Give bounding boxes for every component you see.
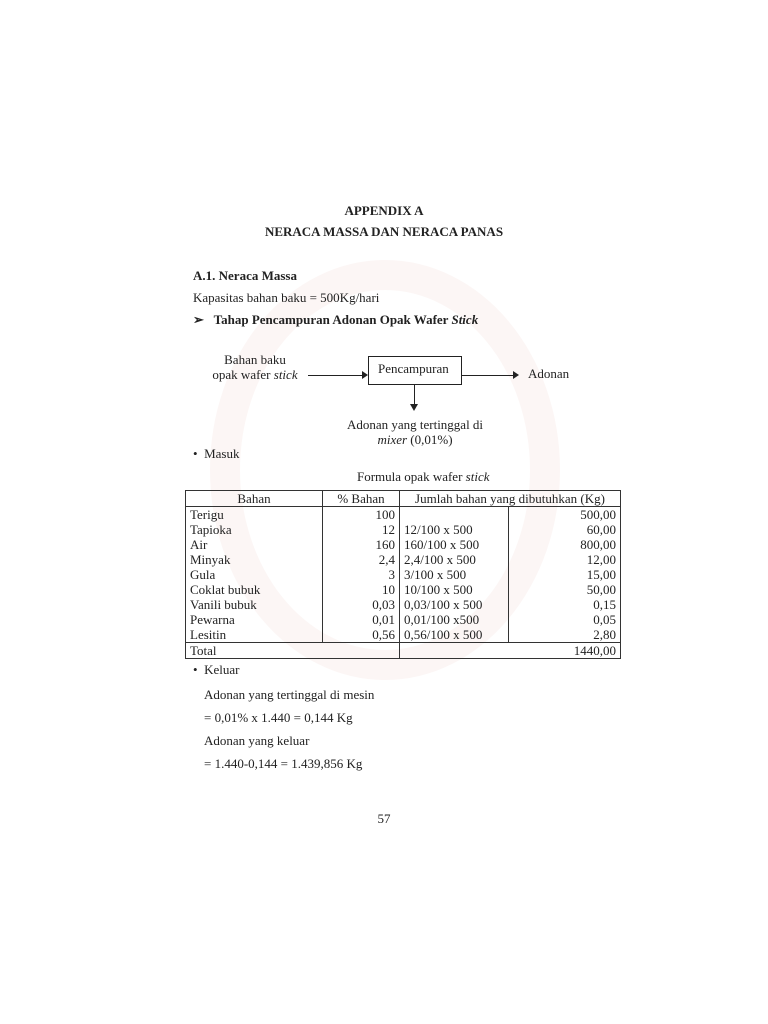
table-header-row: Bahan % Bahan Jumlah bahan yang dibutuhkan (Kg) (186, 491, 621, 507)
formula-table (185, 490, 621, 659)
amount-cell: 2,80 (509, 627, 621, 643)
table-row (186, 552, 621, 567)
diagram-input: Bahan baku opak wafer stick (212, 352, 298, 382)
formula-cell: 0,03/100 x 500 (400, 597, 509, 612)
material-cell: Minyak (186, 552, 323, 567)
masuk-item: • Masuk (193, 446, 240, 461)
amount-cell: 15,00 (509, 567, 621, 582)
material-cell: Vanili bubuk (186, 597, 323, 612)
material-cell: Terigu (186, 507, 323, 523)
amount-cell: 800,00 (509, 537, 621, 552)
table-row (186, 507, 621, 523)
amount-cell: 50,00 (509, 582, 621, 597)
percent-cell: 3 (323, 567, 400, 582)
table-row (186, 597, 621, 612)
table-row (186, 612, 621, 627)
formula-cell: 160/100 x 500 (400, 537, 509, 552)
calc-line: Adonan yang tertinggal di mesin (204, 687, 375, 702)
formula-cell (400, 507, 509, 523)
amount-cell: 60,00 (509, 522, 621, 537)
percent-cell: 0,56 (323, 627, 400, 643)
table-row (186, 582, 621, 597)
percent-cell: 0,01 (323, 612, 400, 627)
material-cell: Coklat bubuk (186, 582, 323, 597)
calc-line: = 0,01% x 1.440 = 0,144 Kg (204, 710, 353, 725)
arrow-head-icon (513, 371, 519, 379)
formula-cell: 0,56/100 x 500 (400, 627, 509, 643)
formula-cell: 2,4/100 x 500 (400, 552, 509, 567)
table-row (186, 522, 621, 537)
calc-line: Adonan yang keluar (204, 733, 310, 748)
amount-cell: 500,00 (509, 507, 621, 523)
arrow-line (308, 375, 366, 376)
page-title: NERACA MASSA DAN NERACA PANAS (264, 224, 504, 239)
percent-cell: 100 (323, 507, 400, 523)
amount-cell: 0,05 (509, 612, 621, 627)
material-cell: Tapioka (186, 522, 323, 537)
formula-cell: 10/100 x 500 (400, 582, 509, 597)
material-cell: Pewarna (186, 612, 323, 627)
calc-line: = 1.440-0,144 = 1.439,856 Kg (204, 756, 363, 771)
percent-cell: 12 (323, 522, 400, 537)
material-cell: Lesitin (186, 627, 323, 643)
percent-cell: 0,03 (323, 597, 400, 612)
formula-cell: 3/100 x 500 (400, 567, 509, 582)
table-row (186, 537, 621, 552)
arrow-line (462, 375, 516, 376)
table-total-row: Total 1440,00 (186, 643, 621, 659)
keluar-item: • Keluar (193, 662, 240, 677)
diagram-output: Adonan (528, 366, 570, 381)
section-heading: A.1. Neraca Massa (193, 268, 297, 283)
diagram-loss: Adonan yang tertinggal di mixer (0,01%) (346, 417, 484, 447)
table-caption: Formula opak wafer stick (357, 469, 490, 484)
table-row (186, 567, 621, 582)
arrow-bullet-icon: ➢ (193, 312, 204, 327)
amount-cell: 12,00 (509, 552, 621, 567)
process-box: Pencampuran (368, 356, 462, 385)
percent-cell: 160 (323, 537, 400, 552)
arrow-head-icon (410, 404, 418, 411)
formula-cell: 0,01/100 x500 (400, 612, 509, 627)
formula-cell: 12/100 x 500 (400, 522, 509, 537)
page-number: 57 (377, 811, 391, 826)
capacity-text: Kapasitas bahan baku = 500Kg/hari (193, 290, 380, 305)
appendix-heading: APPENDIX A (344, 203, 424, 218)
percent-cell: 10 (323, 582, 400, 597)
material-cell: Gula (186, 567, 323, 582)
amount-cell: 0,15 (509, 597, 621, 612)
stage-heading: ➢ Tahap Pencampuran Adonan Opak Wafer Stick (193, 312, 479, 327)
material-cell: Air (186, 537, 323, 552)
table-row (186, 627, 621, 643)
percent-cell: 2,4 (323, 552, 400, 567)
